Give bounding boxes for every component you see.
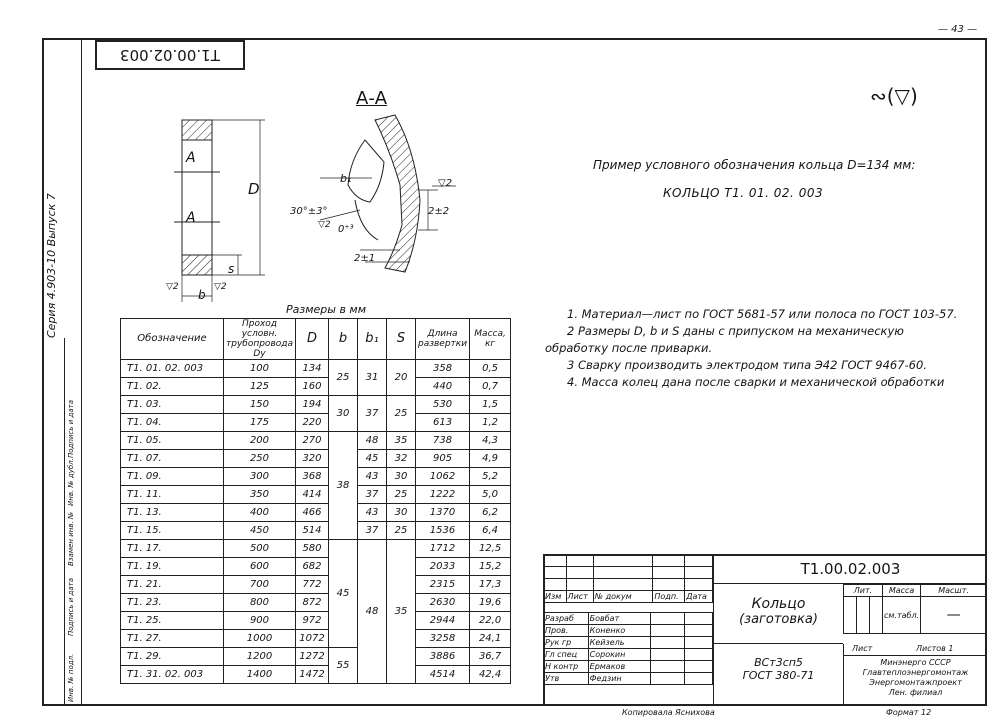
sizes-table — [120, 318, 511, 684]
org-line-4: Лен. филиал — [888, 688, 943, 697]
cell-du: 1000 — [224, 630, 296, 648]
doc-code: Т1.00.02.003 — [713, 554, 987, 584]
part-name — [713, 584, 843, 644]
cell-D: 414 — [295, 486, 328, 504]
col-date: Дата — [685, 591, 713, 603]
sheets-label: Листов 1 — [916, 644, 954, 653]
format-label: Формат 12 — [886, 708, 932, 717]
cell-designation: Т1. 05. — [121, 432, 224, 450]
cell-du: 200 — [224, 432, 296, 450]
table-row — [121, 432, 511, 450]
cell-designation: Т1. 03. — [121, 396, 224, 414]
copied-by: Копировала Яснихова — [622, 708, 715, 717]
cell-designation: Т1. 29. — [121, 648, 224, 666]
cell-D: 580 — [295, 540, 328, 558]
header-length: Длина развертки — [415, 319, 469, 360]
cell-length: 2033 — [415, 558, 469, 576]
table-row — [121, 468, 511, 486]
cell-designation: Т1. 01. 02. 003 — [121, 360, 224, 378]
table-row — [121, 594, 511, 612]
margin-field-1: Инв. № подл. — [67, 653, 75, 702]
sheet-label: Лист — [852, 644, 873, 653]
cell-mass: 4,3 — [470, 432, 511, 450]
cell-mass: 0,7 — [470, 378, 511, 396]
cell-du: 450 — [224, 522, 296, 540]
cell-s: 25 — [386, 522, 415, 540]
material-grade: ВСт3сп5 — [754, 656, 803, 669]
cell-b1: 37 — [357, 486, 386, 504]
cell-mass: 0,5 — [470, 360, 511, 378]
margin-field-3: Взамен инв. № — [67, 511, 75, 566]
cell-D: 220 — [295, 414, 328, 432]
cell-D: 320 — [295, 450, 328, 468]
example-designation: КОЛЬЦО Т1. 01. 02. 003 — [663, 186, 824, 200]
cell-length: 1370 — [415, 504, 469, 522]
weld-dim-1: 2±2 — [428, 206, 450, 217]
cell-length: 738 — [415, 432, 469, 450]
cell-D: 466 — [295, 504, 328, 522]
header-du: Проход условн. трубопровода Dу — [224, 319, 296, 360]
cell-mass: 15,2 — [470, 558, 511, 576]
cell-s: 32 — [386, 450, 415, 468]
part-name-text: Кольцо — [751, 596, 806, 612]
cell-mass: 22,0 — [470, 612, 511, 630]
cell-b: 30 — [328, 396, 357, 432]
left-margin — [42, 38, 82, 706]
cell-du: 1400 — [224, 666, 296, 684]
note-3: 3 Сварку производить электродом типа Э42 ГОСТ 9467-60. — [567, 358, 927, 372]
cell-du: 700 — [224, 576, 296, 594]
upside-down-stamp — [95, 40, 245, 70]
weld-section — [375, 115, 420, 272]
part-subname-text: (заготовка) — [739, 612, 818, 627]
dim-b-label: b — [198, 288, 206, 302]
col-list: Лист — [566, 591, 593, 603]
mass-grid — [843, 584, 987, 634]
cell-length: 2630 — [415, 594, 469, 612]
role-row: Разраб Бовбат — [544, 613, 713, 625]
cell-mass: 12,5 — [470, 540, 511, 558]
role-row: Рук гр Кейзель — [544, 637, 713, 649]
header-s: S — [386, 319, 415, 360]
table-row — [121, 666, 511, 684]
scale-label: Масшт. — [921, 585, 987, 597]
scale-value: — — [921, 597, 987, 634]
cell-b1: 45 — [357, 450, 386, 468]
cell-length: 4514 — [415, 666, 469, 684]
angle-label: 30°±3° — [290, 206, 328, 217]
table-row — [121, 450, 511, 468]
cell-length: 2944 — [415, 612, 469, 630]
table-row — [121, 360, 511, 378]
table-row — [121, 378, 511, 396]
header-D: D — [295, 319, 328, 360]
cell-D: 972 — [295, 612, 328, 630]
cell-D: 270 — [295, 432, 328, 450]
cell-b1: 48 — [357, 432, 386, 450]
cell-b: 55 — [328, 648, 357, 684]
table-row — [121, 648, 511, 666]
dim-b1-label: b₁ — [340, 172, 352, 185]
ring-section-top — [182, 120, 212, 140]
cell-length: 613 — [415, 414, 469, 432]
margin-field-4: Инв. № дубл. — [67, 458, 75, 506]
cell-length: 1222 — [415, 486, 469, 504]
note-4: 4. Масса колец дана после сварки и механической обработки — [567, 375, 945, 389]
table-row — [121, 414, 511, 432]
table-row — [121, 522, 511, 540]
cell-D: 194 — [295, 396, 328, 414]
cut-label-bottom: А — [186, 210, 196, 226]
cell-s: 30 — [386, 504, 415, 522]
cell-du: 900 — [224, 612, 296, 630]
table-row — [121, 558, 511, 576]
table-row — [121, 396, 511, 414]
cell-D: 1072 — [295, 630, 328, 648]
table-row — [121, 504, 511, 522]
cell-designation: Т1. 15. — [121, 522, 224, 540]
cell-s: 20 — [386, 360, 415, 396]
cell-du: 300 — [224, 468, 296, 486]
cell-length: 1062 — [415, 468, 469, 486]
cell-length: 905 — [415, 450, 469, 468]
cell-length: 530 — [415, 396, 469, 414]
example-caption: Пример условного обозначения кольца D=134 мм: — [593, 158, 916, 172]
cell-b: 38 — [328, 432, 357, 540]
material — [713, 644, 843, 706]
cell-designation: Т1. 02. — [121, 378, 224, 396]
note-2: 2 Размеры D, b и S даны с припуском на механическую обработку после приварки. — [545, 324, 904, 355]
cell-D: 1472 — [295, 666, 328, 684]
section-title: А-А — [356, 88, 388, 109]
gap-label: 0⁺³ — [338, 224, 354, 235]
cell-designation: Т1. 31. 02. 003 — [121, 666, 224, 684]
roughness-section: ▽2 — [438, 178, 453, 189]
cell-D: 514 — [295, 522, 328, 540]
cell-mass: 6,4 — [470, 522, 511, 540]
org-line-3: Энергомонтажпроект — [869, 678, 962, 687]
role-row: Утв Федзин — [544, 673, 713, 685]
cell-s: 35 — [386, 540, 415, 684]
ring-section-bottom — [182, 255, 212, 275]
cell-du: 600 — [224, 558, 296, 576]
table-row — [121, 630, 511, 648]
cell-b1: 37 — [357, 522, 386, 540]
cell-D: 368 — [295, 468, 328, 486]
cell-length: 3258 — [415, 630, 469, 648]
dim-D-label: D — [248, 180, 260, 198]
cell-designation: Т1. 23. — [121, 594, 224, 612]
notes — [545, 306, 965, 391]
cell-mass: 19,6 — [470, 594, 511, 612]
cell-mass: 17,3 — [470, 576, 511, 594]
cell-b1: 48 — [357, 540, 386, 684]
cell-designation: Т1. 17. — [121, 540, 224, 558]
cell-b: 25 — [328, 360, 357, 396]
material-standard: ГОСТ 380-71 — [742, 669, 815, 682]
roughness-sign: ∾(▽) — [870, 84, 918, 108]
title-block — [543, 554, 987, 706]
cell-du: 500 — [224, 540, 296, 558]
table-row — [121, 612, 511, 630]
note-1: 1. Материал—лист по ГОСТ 5681-57 или полоса по ГОСТ 103-57. — [567, 307, 958, 321]
cell-du: 350 — [224, 486, 296, 504]
revision-grid — [543, 554, 713, 603]
cell-mass: 5,2 — [470, 468, 511, 486]
roughness-b-left: ▽2 — [166, 282, 179, 292]
cell-designation: Т1. 11. — [121, 486, 224, 504]
stamp-code: T1.00.02.003 — [120, 46, 220, 64]
cell-designation: Т1. 04. — [121, 414, 224, 432]
sizes-table-title: Размеры в мм — [286, 303, 367, 316]
sheet-row — [843, 644, 987, 656]
cell-s: 25 — [386, 396, 415, 432]
mass-value: см.табл. — [883, 597, 921, 634]
col-izm: Изм — [544, 591, 567, 603]
header-b1: b₁ — [357, 319, 386, 360]
role-row: Гл спец Сорокин — [544, 649, 713, 661]
cell-du: 400 — [224, 504, 296, 522]
cell-designation: Т1. 09. — [121, 468, 224, 486]
cell-length: 1712 — [415, 540, 469, 558]
org-line-2: Главтеплоэнергомонтаж — [862, 668, 969, 677]
cell-du: 150 — [224, 396, 296, 414]
roughness-b-right: ▽2 — [214, 282, 227, 292]
cell-b: 45 — [328, 540, 357, 648]
cell-du: 250 — [224, 450, 296, 468]
table-row — [121, 540, 511, 558]
cell-s: 35 — [386, 432, 415, 450]
roughness-weld: ▽2 — [318, 220, 331, 230]
roles-grid — [543, 612, 713, 685]
role-row: Пров. Коненко — [544, 625, 713, 637]
col-doc: № докум — [593, 591, 653, 603]
cell-designation: Т1. 19. — [121, 558, 224, 576]
cell-du: 175 — [224, 414, 296, 432]
cell-designation: Т1. 21. — [121, 576, 224, 594]
cell-du: 100 — [224, 360, 296, 378]
cell-mass: 1,5 — [470, 396, 511, 414]
page-number: — 43 — — [938, 24, 978, 35]
cell-b1: 43 — [357, 468, 386, 486]
cell-b1: 43 — [357, 504, 386, 522]
cell-D: 160 — [295, 378, 328, 396]
cell-D: 872 — [295, 594, 328, 612]
margin-field-2: Подпись и дата — [67, 578, 75, 636]
cell-designation: Т1. 27. — [121, 630, 224, 648]
role-row: Н контр Ермаков — [544, 661, 713, 673]
cell-mass: 36,7 — [470, 648, 511, 666]
cell-D: 682 — [295, 558, 328, 576]
ring-drawing-svg — [160, 90, 530, 310]
cell-b1: 37 — [357, 396, 386, 432]
cell-mass: 24,1 — [470, 630, 511, 648]
cell-length: 440 — [415, 378, 469, 396]
cell-D: 1272 — [295, 648, 328, 666]
dim-s-label: s — [228, 262, 235, 276]
org-line-1: Минэнерго СССР — [880, 658, 951, 667]
table-header-row — [121, 319, 511, 360]
table-row — [121, 576, 511, 594]
cell-length: 1536 — [415, 522, 469, 540]
cell-du: 1200 — [224, 648, 296, 666]
lit-label: Лит. — [844, 585, 883, 597]
cell-du: 800 — [224, 594, 296, 612]
cell-b1: 31 — [357, 360, 386, 396]
cell-length: 358 — [415, 360, 469, 378]
weld-dim-2: 2±1 — [354, 253, 376, 264]
cell-mass: 6,2 — [470, 504, 511, 522]
cell-length: 3886 — [415, 648, 469, 666]
cell-designation: Т1. 13. — [121, 504, 224, 522]
mass-label: Масса — [883, 585, 921, 597]
cell-designation: Т1. 07. — [121, 450, 224, 468]
cell-length: 2315 — [415, 576, 469, 594]
cell-s: 30 — [386, 468, 415, 486]
ring-drawing — [160, 90, 530, 310]
cut-label-top: А — [186, 150, 196, 166]
cell-mass: 5,0 — [470, 486, 511, 504]
cell-mass: 4,9 — [470, 450, 511, 468]
organization — [843, 656, 987, 706]
margin-field-5: Подпись и дата — [67, 400, 75, 458]
cell-D: 134 — [295, 360, 328, 378]
series-label: Серия 4.903-10 Выпуск 7 — [45, 193, 58, 338]
col-sign: Подп. — [653, 591, 685, 603]
cell-s: 25 — [386, 486, 415, 504]
header-mass: Масса, кг — [470, 319, 511, 360]
table-row — [121, 486, 511, 504]
header-designation: Обозначение — [121, 319, 224, 360]
cell-mass: 1,2 — [470, 414, 511, 432]
cell-mass: 42,4 — [470, 666, 511, 684]
header-b: b — [328, 319, 357, 360]
cell-du: 125 — [224, 378, 296, 396]
cell-D: 772 — [295, 576, 328, 594]
cell-designation: Т1. 25. — [121, 612, 224, 630]
